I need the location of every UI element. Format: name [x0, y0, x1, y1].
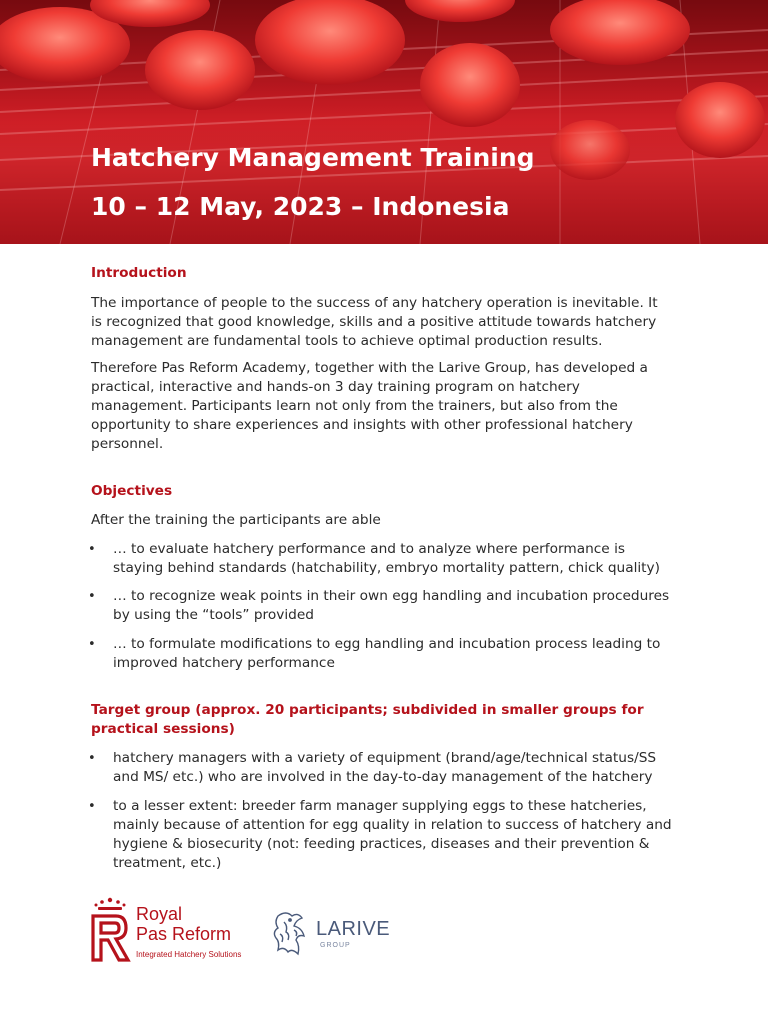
list-item: [88, 540, 691, 578]
header-banner: [0, 0, 768, 244]
introduction-section: [91, 264, 691, 283]
text-line: The importance of people to the success of any hatchery operation is inevitable. It: [91, 295, 658, 311]
text-line: hygiene & biosecurity (not: feeding practices, diseases and their prevention &: [113, 836, 650, 852]
objectives-list: [88, 635, 691, 673]
objectives-list: [88, 587, 691, 625]
target-group-list: [88, 749, 691, 787]
text-line: practical, interactive and hands-on 3 day training program on hatchery: [91, 379, 580, 395]
target-group-section: [91, 701, 691, 739]
heading-line: Target group (approx. 20 participants; subdivided in smaller groups for: [91, 702, 644, 718]
introduction-paragraph-2: [91, 359, 691, 454]
target-group-list: [88, 797, 691, 873]
text-line: is recognized that good knowledge, skills and a positive attitude towards hatchery: [91, 314, 657, 330]
text-line: … to formulate modifications to egg handling and incubation process leading to: [113, 636, 661, 652]
text-line: opportunity to share experiences and insights with other professional hatchery: [91, 417, 633, 433]
royal-pas-reform-line1: Royal: [136, 904, 183, 924]
royal-pas-reform-tagline: Integrated Hatchery Solutions: [136, 950, 242, 959]
heading-line: practical sessions): [91, 721, 235, 737]
bullet-icon: •: [88, 751, 96, 766]
text-line: to a lesser extent: breeder farm manager supplying eggs to these hatcheries,: [113, 798, 647, 814]
text-line: mainly because of attention for egg quality in relation to success of hatchery and: [113, 817, 672, 833]
text-line: management are fundamental tools to achieve optimal production results.: [91, 333, 603, 349]
text-line: Therefore Pas Reform Academy, together with the Larive Group, has developed a: [91, 360, 648, 376]
crown-r-icon: [88, 894, 132, 968]
target-group-heading: [91, 701, 691, 739]
text-line: by using the “tools” provided: [113, 607, 314, 623]
larive-name: LARIVE: [316, 918, 391, 940]
list-item: [88, 797, 691, 873]
larive-logo: [268, 906, 391, 960]
list-item: [88, 749, 691, 787]
text-line: management. Participants learn not only from the trainers, but also from the: [91, 398, 618, 414]
partner-logos: [88, 890, 391, 970]
introduction-heading: Introduction: [91, 265, 187, 281]
text-line: hatchery managers with a variety of equipment (brand/age/technical status/SS: [113, 750, 657, 766]
text-line: improved hatchery performance: [113, 655, 335, 671]
bullet-icon: •: [88, 637, 96, 652]
page-title: Hatchery Management Training: [91, 143, 535, 172]
objectives-list: [88, 540, 691, 578]
objectives-heading: Objectives: [91, 483, 173, 499]
text-line: … to recognize weak points in their own egg handling and incubation procedures: [113, 588, 670, 604]
objectives-section: [91, 482, 691, 501]
bullet-icon: •: [88, 542, 96, 557]
royal-pas-reform-line2: Pas Reform: [136, 924, 232, 944]
text-line: treatment, etc.): [113, 855, 222, 871]
text-line: … to evaluate hatchery performance and to analyze where performance is: [113, 541, 626, 557]
bullet-icon: •: [88, 589, 96, 604]
list-item: [88, 587, 691, 625]
text-line: After the training the participants are able: [91, 512, 381, 528]
introduction-paragraph-1: [91, 294, 691, 351]
griffin-icon: [268, 908, 312, 960]
larive-group-label: GROUP: [320, 942, 351, 949]
text-line: staying behind standards (hatchability, embryo mortality pattern, chick quality): [113, 560, 660, 576]
text-line: personnel.: [91, 436, 164, 452]
bullet-icon: •: [88, 799, 96, 814]
page-subtitle-date-location: 10 – 12 May, 2023 – Indonesia: [91, 192, 510, 221]
objectives-intro: [91, 511, 691, 530]
list-item: [88, 635, 691, 673]
text-line: and MS/ etc.) who are involved in the day-to-day management of the hatchery: [113, 769, 653, 785]
